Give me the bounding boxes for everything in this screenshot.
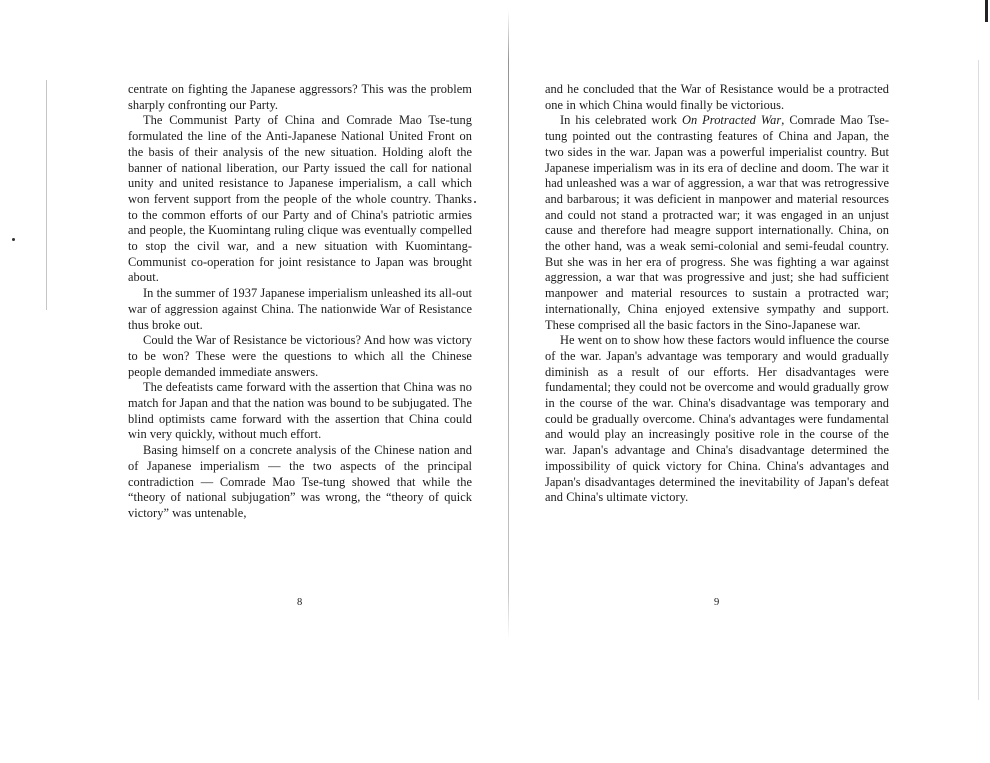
page-number: 8 <box>297 597 303 608</box>
paragraph: The defeatists came forward with the assertion that China was no match for Japan and that the nation was bound to be subjugated. The blind optimists came forward with the assertion that China could win very quickly, without much effort. <box>128 380 472 442</box>
paragraph: and he concluded that the War of Resistance would be a protracted one in which China would finally be victorious. <box>545 82 889 112</box>
right-edge-mark <box>985 0 988 22</box>
left-page <box>128 82 472 522</box>
book-title: On Protracted War <box>681 113 782 128</box>
paragraph: In the summer of 1937 Japanese imperialism unleashed its all-out war of aggression against China. The nationwide War of Resistance thus broke out. <box>128 286 472 332</box>
paragraph: In his celebrated work On Protracted War, Comrade Mao Tse-tung pointed out the contrasting features of China and Japan, the two sides in the war. Japan was a powerful imperialist country. But Japanese imperialism was in its era of decline and doom. The war it had unleashed was a war of aggression, a war that was retrogressive and barbarous; it was deficient in manpower and material resources and could not stand a protracted war; it was engaged in an unjust cause and therefore had meagre support internationally. China, on the other hand, was a weak semi-colonial and semi-feudal country. But she was in her era of progress. She was fighting a war against aggression, a war that was progressive and just; she had sufficient manpower and material resources to sustain a protracted war; internationally, China enjoyed extensive sympathy and support. These comprised all the basic factors in the Sino-Japanese war. <box>545 113 889 332</box>
paragraph: He went on to show how these factors would influence the course of the war. Japan's advantage was temporary and would gradually diminish as a result of our efforts. Her disadvantages were fundamental; they could not be overcome and would gradually grow in the course of the war. China's disadvantage was temporary and could be gradually overcome. China's advantages were fundamental and would play an increasingly positive role in the course of the war. Japan's advantage and China's disadvantage determined the impossibility of quick victory for China. China's advantages and Japan's disadvantages determined the inevitability of Japan's defeat and China's ultimate victory. <box>545 333 890 505</box>
paragraph: Could the War of Resistance be victorious? And how was victory to be won? These were the questions to which all the Chinese people demanded immediate answers. <box>128 333 472 379</box>
page-number: 9 <box>714 597 720 608</box>
left-page-edge <box>46 80 47 310</box>
paragraph: Basing himself on a concrete analysis of the Chinese nation and of Japanese imperialism — the two aspects of the principal contradiction — Comrade Mao Tse-tung showed that while the “theory of national subjugation” was wrong, the “theory of quick victory” was untenable, <box>128 443 472 520</box>
right-page-edge <box>978 60 979 700</box>
paragraph: centrate on fighting the Japanese aggressors? This was the problem sharply confronting our Party. <box>128 82 472 112</box>
right-page <box>545 82 889 506</box>
paragraph: The Communist Party of China and Comrade Mao Tse-tung formulated the line of the Anti-Japanese National United Front on the basis of their analysis of the new situation. Holding aloft the banner of national liberation, our Party issued the call for national unity and united resistance to Japanese imperialism, a call which won fervent support from the people of the whole country. Thanks to the common efforts of our Party and of China's patriotic armies and people, the Kuomintang ruling clique was eventually compelled to stop the civil war, and a new situation with Kuomintang-Communist co-operation for joint resistance to Japan was brought about. <box>128 113 472 285</box>
scan-speck <box>12 238 15 241</box>
book-gutter <box>508 10 509 640</box>
scan-speck <box>474 201 476 203</box>
